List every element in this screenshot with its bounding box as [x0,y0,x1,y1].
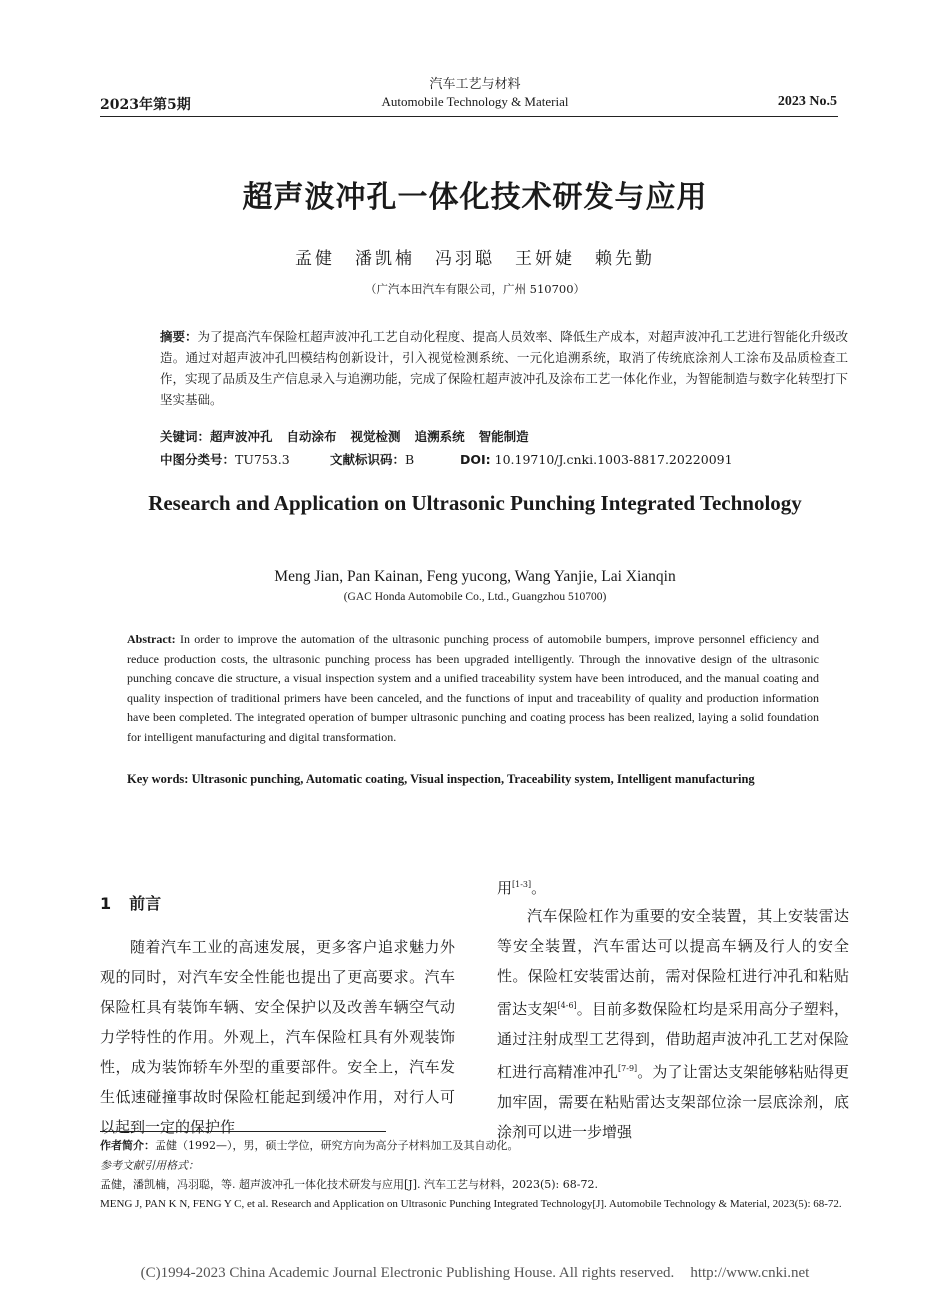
citation-cn: 孟健，潘凯楠，冯羽聪，等. 超声波冲孔一体化技术研发与应用[J]. 汽车工艺与材料，2023(5): 68-72. [100,1178,598,1191]
keyword-cn: 视觉检测 [350,429,401,444]
affiliation-en: (GAC Honda Automobile Co., Ltd., Guangzhou 510700) [343,591,607,603]
citation-format-label: 参考文献引用格式： [100,1158,199,1172]
body-right-column [497,872,849,1147]
citation: [7-9] [618,1064,638,1073]
doi-value: 10.19710/J.cnki.1003-8817.20220091 [494,452,733,467]
copyright-line [0,1265,950,1282]
footnote-rule [100,1131,386,1132]
keywords-cn-label: 关键词： [160,429,211,444]
doi-label: DOI: [460,452,491,467]
author-bio-label: 作者简介： [100,1139,155,1152]
section-heading [100,891,455,914]
clc-code [160,450,330,468]
paragraph-cont-text: 用 [497,879,513,897]
body-paragraph-cont [497,872,849,901]
copyright-text: (C)1994-2023 China Academic Journal Electronic Publishing House. All rights reserved. [140,1265,675,1281]
abstract-en-text: In order to improve the automation of the ultrasonic punching process of automobile bumpers, improve personnel efficiency and reduce production costs, the ultrasonic punching process has been upgraded intelligently. Through the innovative design of the ultrasonic punching concave die structure, a visual inspection system and a unified traceability system have been introduced, and the manual coating and quality inspection of traditional primers have been canceled, and the functions of input and traceability of quality and production information have been completed. The integrated operation of bumper ultrasonic punching and coating process has been realized, laying a solid foundation for intelligent manufacturing and digital transformation. [127,632,819,744]
affiliation-cn: （广汽本田汽车有限公司，广州 510700） [364,282,586,296]
citation-en: MENG J, PAN K N, FENG Y C, et al. Research and Application on Ultrasonic Punching Integrated Technology[J]. Automobile Technology & Material, 2023(5): 68-72. [100,1197,842,1210]
issue-en: 2023 No.5 [777,94,837,109]
keywords-en-text: Ultrasonic punching, Automatic coating, Visual inspection, Traceability system, Intelligent manufacturing [191,772,755,786]
journal-name-en: Automobile Technology & Material [381,94,569,109]
abstract-en [127,630,819,747]
keyword-cn: 追溯系统 [414,429,465,444]
author-bio-text: 孟健（1992—），男，硕士学位，研究方向为高分子材料加工及其自动化。 [155,1139,519,1152]
doc-label: 文献标识码： [330,452,406,467]
classification-line [160,450,848,468]
journal-name-cn: 汽车工艺与材料 [429,77,521,92]
body-paragraph: 随着汽车工业的高速发展，更多客户追求魅力外观的同时，对汽车安全性能也提出了更高要求。汽车保险杠具有装饰车辆、安全保护以及改善车辆空气动力学特性的作用。外观上，汽车保险杠具有外观装饰性，成为装饰轿车外型的重要部件。安全上，汽车发生低速碰撞事故时保险杠能起到缓冲作用，对行人可以起到一定的保护作 [100,938,455,1136]
authors-cn: 孟健 潘凯楠 冯羽聪 王妍婕 赖先勤 [295,249,655,269]
body-left-column [100,891,455,1142]
clc-value: TU753.3 [235,452,290,467]
keyword-cn: 智能制造 [478,429,529,444]
paper-title-cn: 超声波冲孔一体化技术研发与应用 [242,180,708,215]
paragraph-cont-end: 。 [531,879,547,897]
authors-en: Meng Jian, Pan Kainan, Feng yucong, Wang Yanjie, Lai Xianqin [274,568,676,585]
abstract-en-label: Abstract: [127,632,176,646]
abstract-cn [160,326,848,410]
citation: [4-6] [557,1001,577,1010]
keyword-cn: 自动涂布 [286,429,337,444]
paragraph-text: 。为了让雷达支架能够粘贴得更加牢固，需要在粘贴雷达支架部位涂一层底涂剂，底涂剂可以进一步增强 [497,1063,849,1141]
issue-cn: 2023年第5期 [100,97,191,113]
keywords-en-label: Key words: [127,772,189,786]
paragraph-text: 汽车保险杠作为重要的安全装置，其上安装雷达等安全装置，汽车雷达可以提高车辆及行人的安全性。保险杠安装雷达前，需对保险杠进行冲孔和粘贴雷达支架 [497,907,849,1018]
copyright-url[interactable]: http://www.cnki.net [690,1265,810,1281]
paper-title-en: Research and Application on Ultrasonic Punching Integrated Technology [148,491,802,515]
keyword-cn: 超声波冲孔 [210,429,273,444]
clc-label: 中图分类号： [160,452,236,467]
abstract-cn-text: 为了提高汽车保险杠超声波冲孔工艺自动化程度、提高人员效率、降低生产成本，对超声波冲孔工艺进行智能化升级改造。通过对超声波冲孔凹模结构创新设计，引入视觉检测系统、一元化追溯系统，取消了传统底涂剂人工涂布及品质检查工作，实现了品质及生产信息录入与追溯功能，完成了保险杠超声波冲孔及涂布工艺一体化作业，为智能制造与数字化转型打下坚实基础。 [160,329,848,407]
doc-code [330,450,460,468]
keywords-en [127,768,819,790]
author-bio [100,1136,850,1156]
body-paragraph [497,901,849,1147]
abstract-cn-label: 摘要： [160,329,198,344]
doc-value: B [405,452,415,467]
section-title: 前言 [129,894,162,913]
section-number: 1 [100,894,112,913]
citation: [1-3] [512,880,532,889]
footnotes [100,1136,850,1214]
paragraph-text: 。目前多数保险杠均是采用高分子塑料，通过注射成型工艺得到，借助超声波冲孔工艺对保险杠进行高精准冲孔 [497,1000,849,1081]
header-rule [100,116,838,117]
doi [460,452,733,467]
keywords-cn [160,427,543,445]
